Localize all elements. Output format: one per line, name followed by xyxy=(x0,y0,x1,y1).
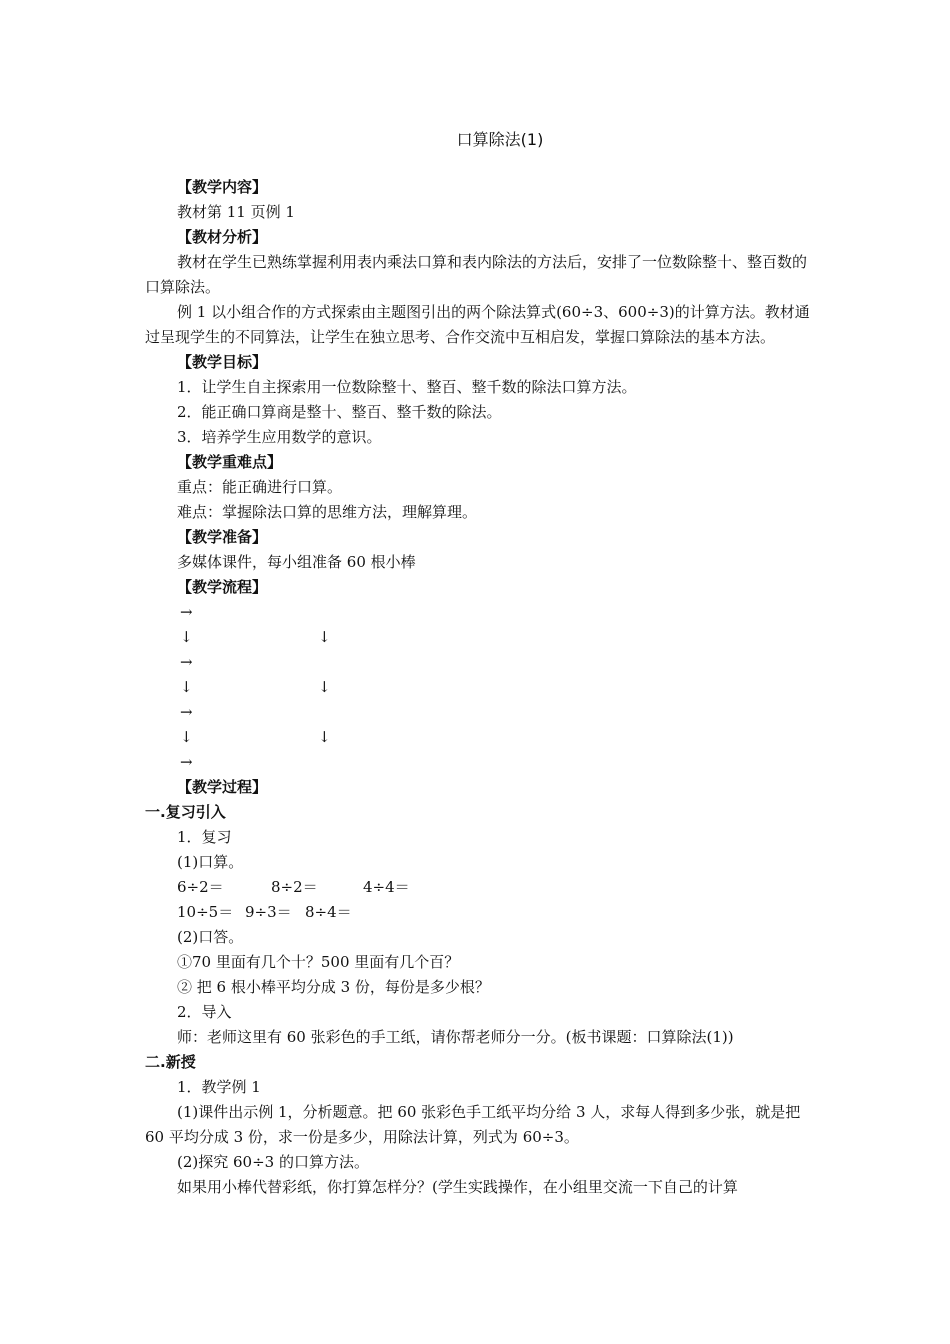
analysis-paragraph-2: 例 1 以小组合作的方式探索由主题图引出的两个除法算式(60÷3、600÷3)的计算方法。教材通过呈现学生的不同算法，让学生在独立思考、合作交流中互相启发，掌握口算除法的基本方法。 xyxy=(145,303,810,346)
heading-content: 【教学内容】 xyxy=(177,178,268,196)
calc-item: 8÷4＝ xyxy=(305,903,352,921)
goal-2: 2．能正确口算商是整十、整百、整千数的除法。 xyxy=(177,403,502,421)
analysis-paragraph-1: 教材在学生已熟练掌握利用表内乘法口算和表内除法的方法后，安排了一位数除整十、整百数的口算除法。 xyxy=(145,253,808,296)
flow-row xyxy=(145,625,815,650)
heading-key-points: 【教学重难点】 xyxy=(177,453,283,471)
calc-item: 10÷5＝ xyxy=(177,903,234,921)
calc-item: 6÷2＝ xyxy=(177,878,224,896)
question-2: ② 把 6 根小棒平均分成 3 份，每份是多少根？ xyxy=(177,978,490,996)
flow-row xyxy=(145,675,815,700)
arrow-right-icon: → xyxy=(180,653,193,671)
example-title: 1．教学例 1 xyxy=(177,1078,261,1096)
flow-row xyxy=(145,650,815,675)
calc-row-2 xyxy=(145,900,815,925)
heading-analysis: 【教材分析】 xyxy=(177,228,268,246)
calc-item: 8÷2＝ xyxy=(271,878,318,896)
goal-1: 1．让学生自主探索用一位数除整十、整百、整千数的除法口算方法。 xyxy=(177,378,637,396)
heading-flow: 【教学流程】 xyxy=(177,578,268,596)
arrow-down-icon: ↓ xyxy=(318,628,331,646)
flow-row xyxy=(145,700,815,725)
heading-goals: 【教学目标】 xyxy=(177,353,268,371)
flow-row xyxy=(145,600,815,625)
question-1: ①70 里面有几个十？500 里面有几个百？ xyxy=(177,953,460,971)
calc-item: 9÷3＝ xyxy=(245,903,292,921)
arrow-right-icon: → xyxy=(180,603,193,621)
arrow-down-icon: ↓ xyxy=(180,678,193,696)
preparation-text: 多媒体课件，每小组准备 60 根小棒 xyxy=(177,553,416,571)
page-title: 口算除法(1) xyxy=(456,130,544,149)
example-paragraph-2: (2)探究 60÷3 的口算方法。 xyxy=(177,1153,369,1171)
example-paragraph-3: 如果用小棒代替彩纸，你打算怎样分？(学生实践操作，在小组里交流一下自己的计算 xyxy=(177,1178,738,1196)
key-point: 重点：能正确进行口算。 xyxy=(177,478,343,496)
calc-row-1 xyxy=(145,875,815,900)
calc-item: 4÷4＝ xyxy=(363,878,410,896)
goal-3: 3．培养学生应用数学的意识。 xyxy=(177,428,382,446)
arrow-down-icon: ↓ xyxy=(180,728,193,746)
oral-answer-label: (2)口答。 xyxy=(177,928,244,946)
arrow-down-icon: ↓ xyxy=(318,728,331,746)
arrow-right-icon: → xyxy=(180,703,193,721)
example-paragraph-1: (1)课件出示例 1，分析题意。把 60 张彩色手工纸平均分给 3 人，求每人得到多少张，就是把 60 平均分成 3 份，求一份是多少，用除法计算，列式为 60÷3。 xyxy=(145,1103,801,1146)
arrow-down-icon: ↓ xyxy=(180,628,193,646)
intro-title: 2．导入 xyxy=(177,1003,232,1021)
arrow-right-icon: → xyxy=(180,753,193,771)
flow-row xyxy=(145,725,815,750)
heading-process: 【教学过程】 xyxy=(177,778,268,796)
teacher-line: 师：老师这里有 60 张彩色的手工纸，请你帮老师分一分。(板书课题：口算除法(1)) xyxy=(177,1028,734,1046)
flow-row xyxy=(145,750,815,775)
document-body xyxy=(145,175,815,1200)
heading-preparation: 【教学准备】 xyxy=(177,528,268,546)
review-title: 1．复习 xyxy=(177,828,232,846)
content-text: 教材第 11 页例 1 xyxy=(177,203,295,221)
oral-calc-label: (1)口算。 xyxy=(177,853,244,871)
part-2-heading: 二.新授 xyxy=(145,1053,196,1071)
part-1-heading: 一.复习引入 xyxy=(145,803,226,821)
difficult-point: 难点：掌握除法口算的思维方法，理解算理。 xyxy=(177,503,478,521)
arrow-down-icon: ↓ xyxy=(318,678,331,696)
